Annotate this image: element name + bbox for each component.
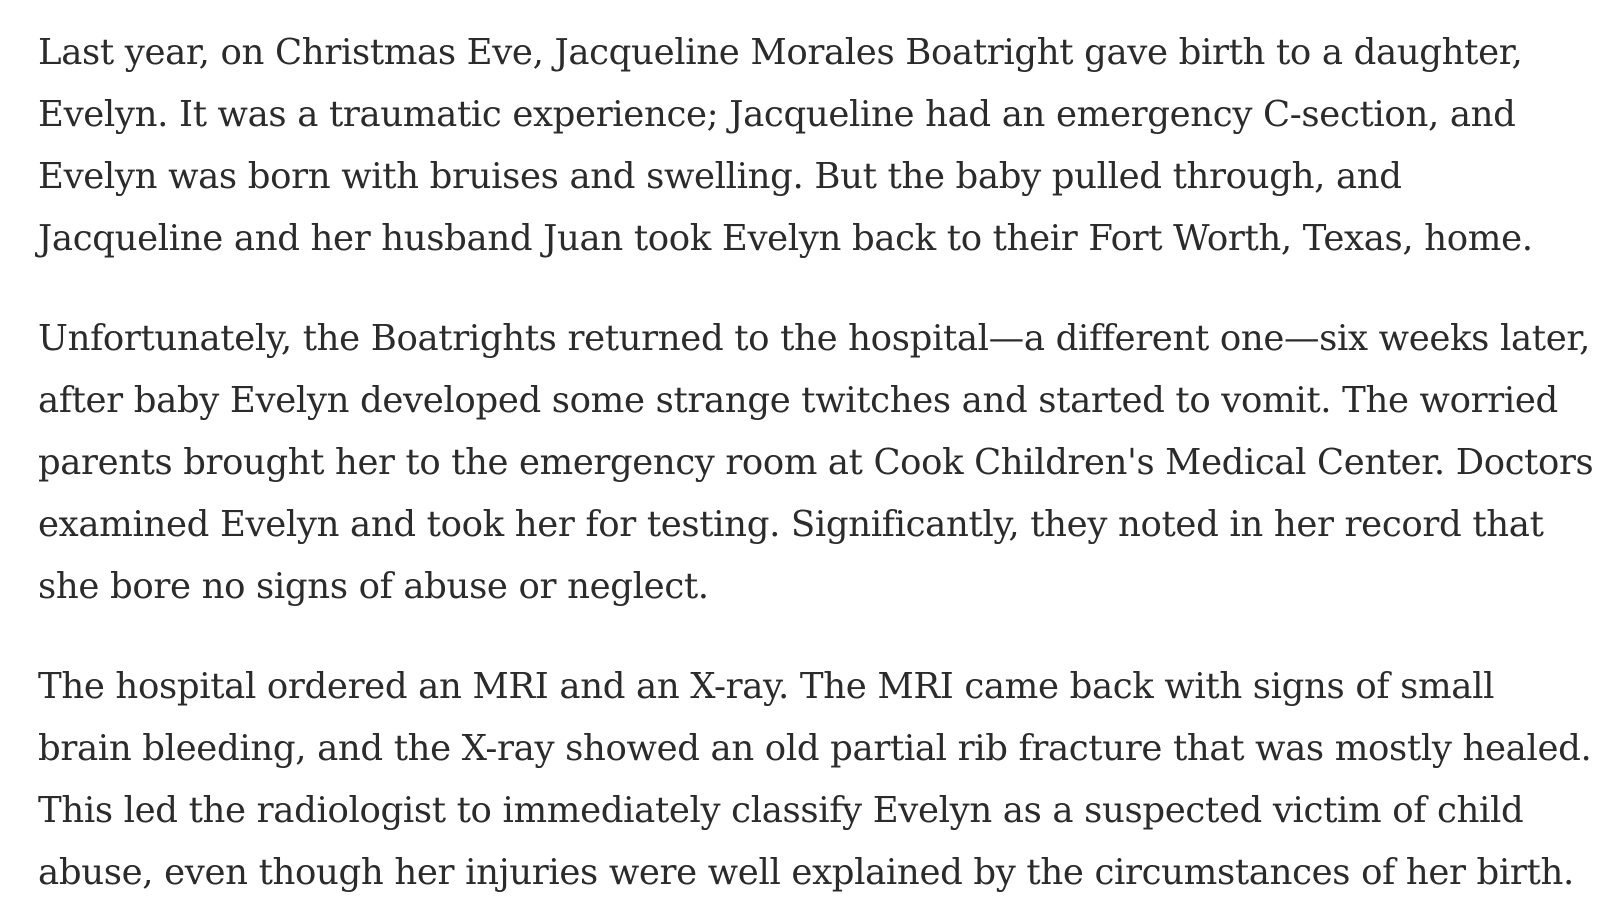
paragraph-line: Last year, on Christmas Eve, Jacqueline Morales Boatright gave birth to a daughter, xyxy=(38,32,1523,73)
paragraph-line: Evelyn was born with bruises and swelling. But the baby pulled through, and xyxy=(38,156,1402,197)
paragraph-3 xyxy=(38,656,1593,904)
paragraph-line: examined Evelyn and took her for testing. Significantly, they noted in her record that xyxy=(38,504,1544,545)
paragraph-line: This led the radiologist to immediately classify Evelyn as a suspected victim of child xyxy=(38,790,1524,831)
paragraph-line: after baby Evelyn developed some strange twitches and started to vomit. The worried xyxy=(38,380,1558,421)
article-body xyxy=(38,22,1593,904)
paragraph-line: Jacqueline and her husband Juan took Evelyn back to their Fort Worth, Texas, home. xyxy=(38,218,1533,259)
paragraph-line: Unfortunately, the Boatrights returned to the hospital—a different one—six weeks later, xyxy=(38,318,1591,359)
paragraph-line: Evelyn. It was a traumatic experience; Jacqueline had an emergency C-section, and xyxy=(38,94,1516,135)
paragraph-2 xyxy=(38,308,1593,618)
paragraph-line: abuse, even though her injuries were well explained by the circumstances of her birth. xyxy=(38,852,1574,893)
paragraph-line: she bore no signs of abuse or neglect. xyxy=(38,566,709,607)
paragraph-line: The hospital ordered an MRI and an X-ray. The MRI came back with signs of small xyxy=(38,666,1495,707)
paragraph-1 xyxy=(38,22,1593,270)
paragraph-line: parents brought her to the emergency room at Cook Children's Medical Center. Doctors xyxy=(38,442,1594,483)
paragraph-line: brain bleeding, and the X-ray showed an old partial rib fracture that was mostly healed. xyxy=(38,728,1592,769)
